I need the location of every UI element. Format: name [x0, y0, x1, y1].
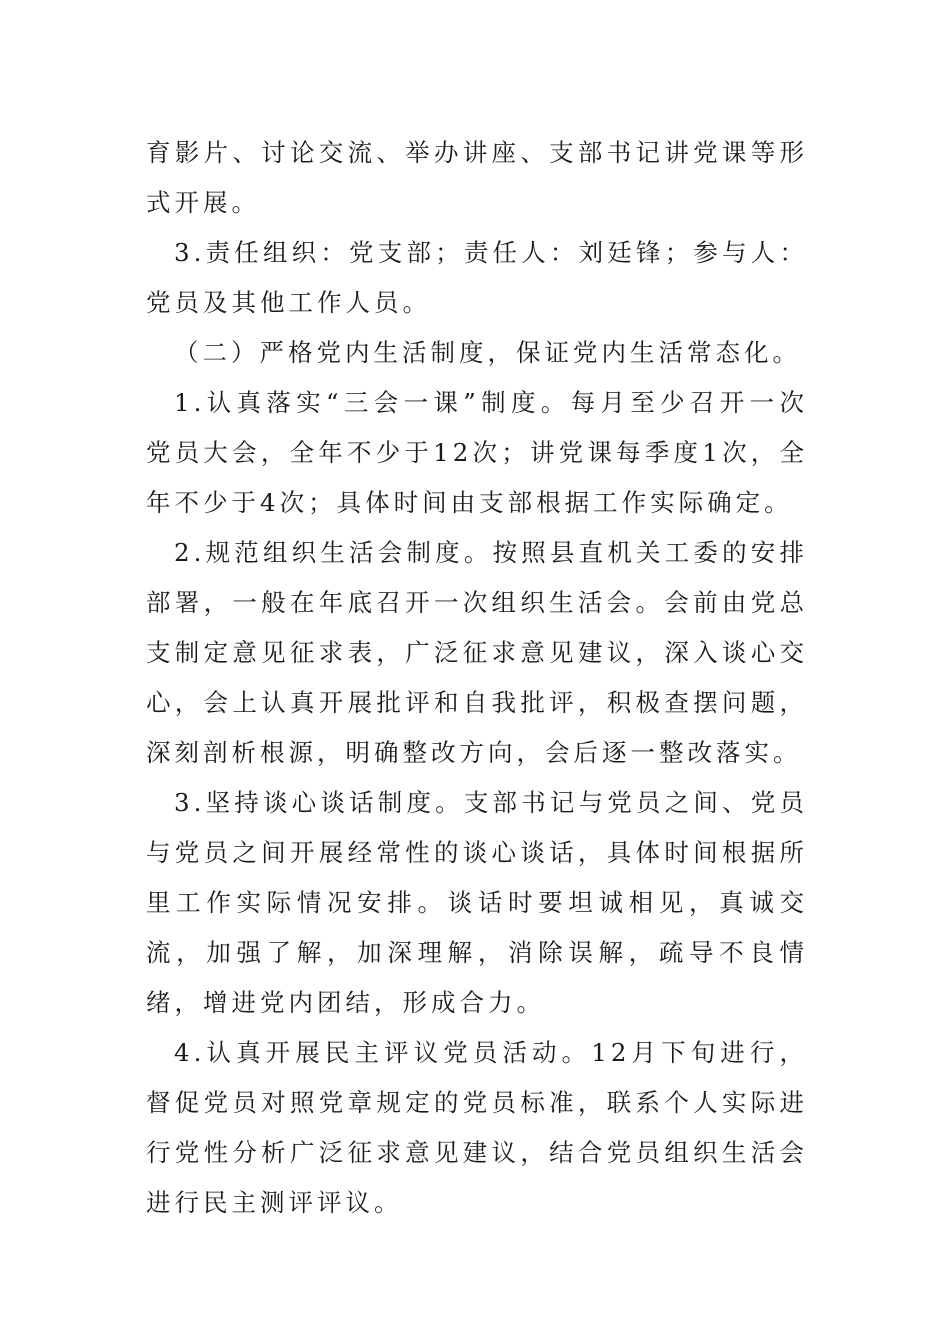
paragraph: 4.认真开展民主评议党员活动。12月下旬进行，督促党员对照党章规定的党员标准，联系个人实际进行党性分析广泛征求意见建议，结合党员组织生活会进行民主测评评议。 — [146, 1038, 808, 1217]
paragraph: 3.责任组织：党支部；责任人：刘廷锋；参与人：党员及其他工作人员。 — [146, 238, 808, 317]
paragraph: 3.坚持谈心谈话制度。支部书记与党员之间、党员与党员之间开展经常性的谈心谈话，具体时间根据所里工作实际情况安排。谈话时要坦诚相见，真诚交流，加强了解，加深理解，消除误解，疏导不良情绪，增进党内团结，形成合力。 — [146, 788, 808, 1017]
section-heading: （二）严格党内生活制度，保证党内生活常态化。 — [174, 338, 801, 367]
paragraph: 1.认真落实“三会一课”制度。每月至少召开一次党员大会，全年不少于12次；讲党课每季度1次，全年不少于4次；具体时间由支部根据工作实际确定。 — [146, 388, 808, 517]
document-body — [146, 128, 808, 1228]
paragraph: 育影片、讨论交流、举办讲座、支部书记讲党课等形式开展。 — [146, 138, 808, 217]
paragraph: 2.规范组织生活会制度。按照县直机关工委的安排部署，一般在年底召开一次组织生活会。会前由党总支制定意见征求表，广泛征求意见建议，深入谈心交心，会上认真开展批评和自我批评，积极查摆问题，深刻剖析根源，明确整改方向，会后逐一整改落实。 — [146, 538, 808, 767]
